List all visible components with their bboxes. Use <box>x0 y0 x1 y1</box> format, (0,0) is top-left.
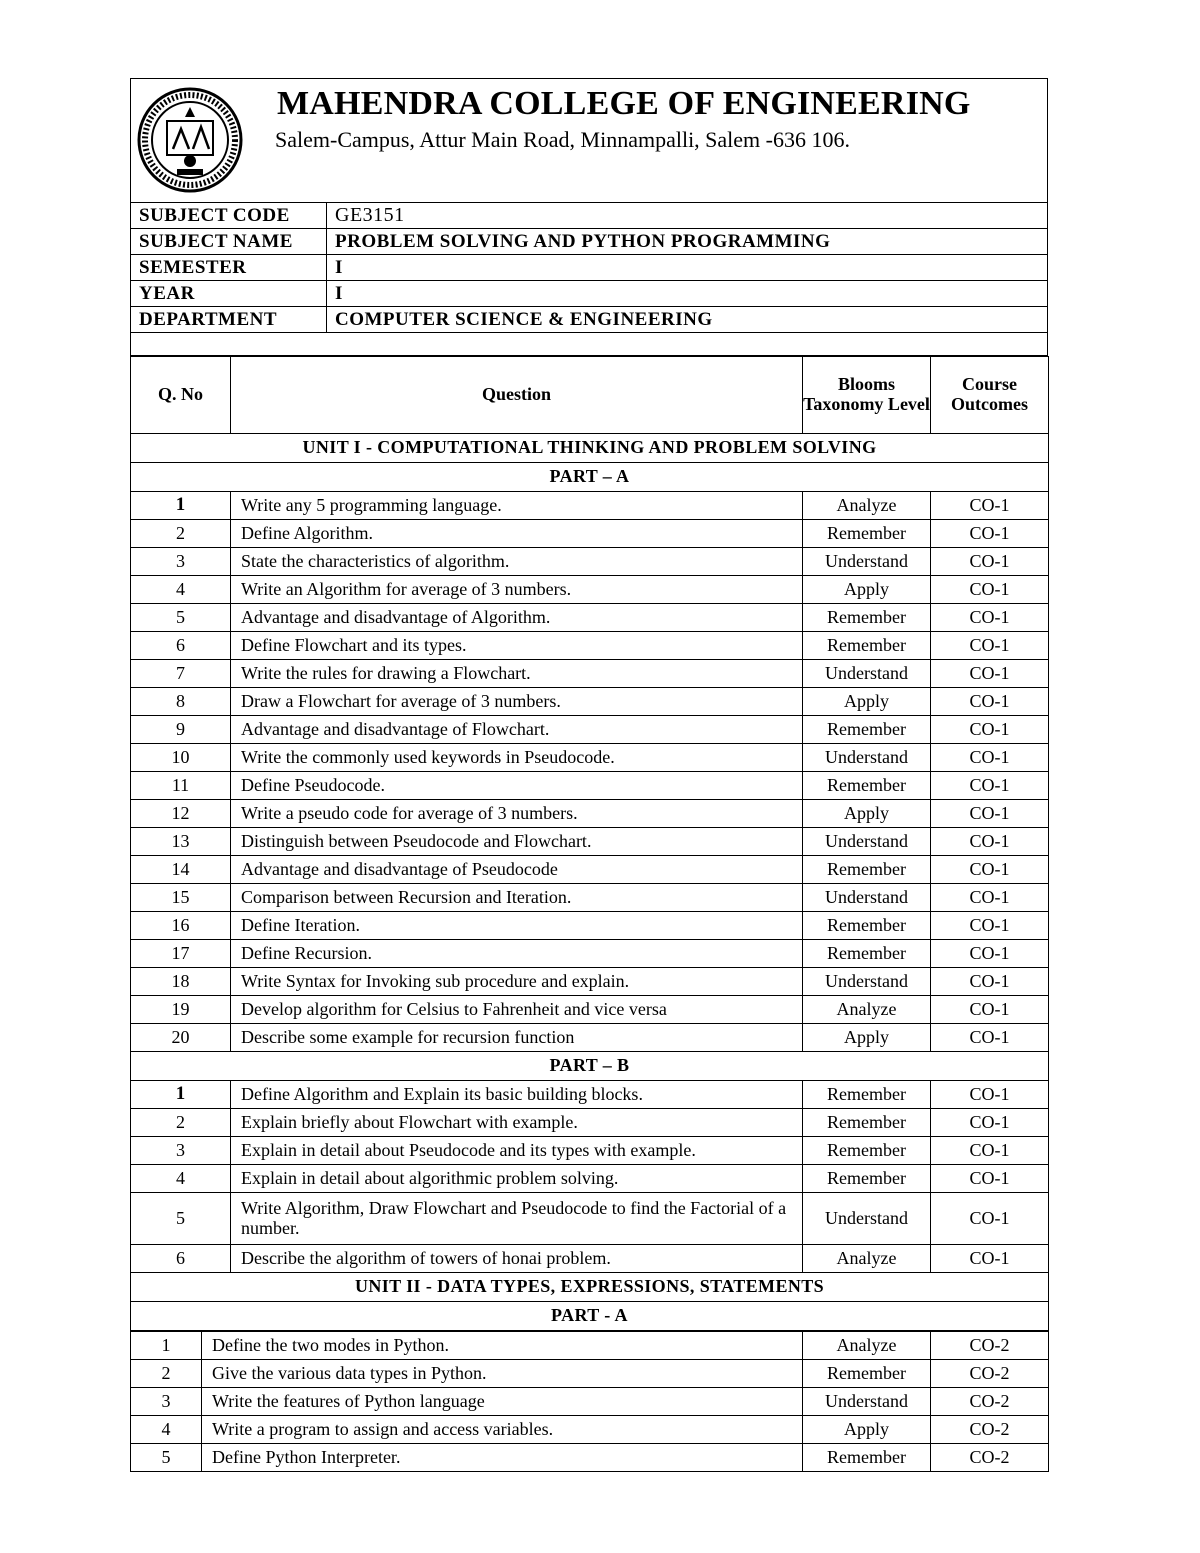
question-text: Describe the algorithm of towers of honai problem. <box>231 1245 803 1273</box>
column-header-row <box>131 357 1049 434</box>
info-value: I <box>327 255 1048 281</box>
question-text: State the characteristics of algorithm. <box>231 548 803 576</box>
blooms-level: Remember <box>803 940 931 968</box>
info-row-semester <box>131 255 1048 281</box>
college-header <box>130 78 1048 202</box>
course-outcome: CO-1 <box>931 632 1049 660</box>
spacer-row <box>131 333 1048 356</box>
course-outcome: CO-1 <box>931 996 1049 1024</box>
course-outcome: CO-1 <box>931 604 1049 632</box>
question-text: Write Syntax for Invoking sub procedure and explain. <box>231 968 803 996</box>
course-outcome: CO-1 <box>931 828 1049 856</box>
question-row <box>131 1360 1049 1388</box>
info-label: SUBJECT NAME <box>131 229 327 255</box>
course-outcome: CO-1 <box>931 800 1049 828</box>
question-number: 15 <box>131 884 231 912</box>
question-number: 1 <box>131 492 231 520</box>
question-text: Define Algorithm and Explain its basic building blocks. <box>231 1081 803 1109</box>
unit2-part-a-body <box>131 1332 1049 1472</box>
question-row <box>131 1109 1049 1137</box>
unit-title: UNIT II - DATA TYPES, EXPRESSIONS, STATEMENTS <box>131 1273 1049 1302</box>
course-outcome: CO-2 <box>931 1332 1049 1360</box>
question-text: Define Python Interpreter. <box>202 1444 803 1472</box>
course-outcome: CO-1 <box>931 1245 1049 1273</box>
course-outcome: CO-1 <box>931 548 1049 576</box>
question-text: Define Flowchart and its types. <box>231 632 803 660</box>
question-number: 13 <box>131 828 231 856</box>
info-value: COMPUTER SCIENCE & ENGINEERING <box>327 307 1048 333</box>
course-outcome: CO-1 <box>931 576 1049 604</box>
col-blooms-header: Blooms Taxonomy Level <box>803 357 931 434</box>
question-row <box>131 520 1049 548</box>
question-number: 9 <box>131 716 231 744</box>
info-label: SUBJECT CODE <box>131 203 327 229</box>
unit-title: UNIT I - COMPUTATIONAL THINKING AND PROBLEM SOLVING <box>131 434 1049 463</box>
question-text: Write a pseudo code for average of 3 numbers. <box>231 800 803 828</box>
blooms-level: Apply <box>803 1416 931 1444</box>
blooms-level: Understand <box>803 968 931 996</box>
course-outcome: CO-1 <box>931 716 1049 744</box>
question-text: Explain briefly about Flowchart with example. <box>231 1109 803 1137</box>
question-number: 20 <box>131 1024 231 1052</box>
course-outcome: CO-2 <box>931 1388 1049 1416</box>
unit1-part-b-body <box>131 1081 1049 1273</box>
course-outcome: CO-1 <box>931 1109 1049 1137</box>
blooms-level: Remember <box>803 1165 931 1193</box>
course-outcome: CO-1 <box>931 1024 1049 1052</box>
question-text: Distinguish between Pseudocode and Flowchart. <box>231 828 803 856</box>
question-text: Comparison between Recursion and Iteration. <box>231 884 803 912</box>
college-address: Salem-Campus, Attur Main Road, Minnampalli, Salem -636 106. <box>275 127 850 152</box>
course-outcome: CO-1 <box>931 912 1049 940</box>
college-seal-icon <box>137 87 243 193</box>
question-number: 6 <box>131 632 231 660</box>
question-number: 1 <box>131 1081 231 1109</box>
question-row <box>131 1165 1049 1193</box>
question-text: Define Recursion. <box>231 940 803 968</box>
question-number: 2 <box>131 520 231 548</box>
info-label: SEMESTER <box>131 255 327 281</box>
question-row <box>131 492 1049 520</box>
question-number: 16 <box>131 912 231 940</box>
info-row-department <box>131 307 1048 333</box>
question-number: 3 <box>131 1137 231 1165</box>
blooms-level: Remember <box>803 772 931 800</box>
question-text: Advantage and disadvantage of Flowchart. <box>231 716 803 744</box>
question-text: Explain in detail about algorithmic problem solving. <box>231 1165 803 1193</box>
part-title-row <box>131 463 1049 492</box>
question-row <box>131 1137 1049 1165</box>
question-number: 4 <box>131 1165 231 1193</box>
col-question-header: Question <box>231 357 803 434</box>
question-row <box>131 688 1049 716</box>
subject-info-table <box>130 202 1048 356</box>
blooms-level: Understand <box>803 744 931 772</box>
info-value: PROBLEM SOLVING AND PYTHON PROGRAMMING <box>327 229 1048 255</box>
blooms-level: Remember <box>803 912 931 940</box>
question-number: 4 <box>131 1416 202 1444</box>
question-row <box>131 660 1049 688</box>
blooms-level: Apply <box>803 1024 931 1052</box>
question-text: Define the two modes in Python. <box>202 1332 803 1360</box>
question-text: Define Iteration. <box>231 912 803 940</box>
blooms-level: Understand <box>803 1193 931 1245</box>
question-row <box>131 1416 1049 1444</box>
part-title-row <box>131 1302 1049 1331</box>
question-text: Draw a Flowchart for average of 3 numbers. <box>231 688 803 716</box>
info-row-subject-code <box>131 203 1048 229</box>
unit-title-row <box>131 434 1049 463</box>
question-row <box>131 968 1049 996</box>
question-row <box>131 1332 1049 1360</box>
blooms-level: Analyze <box>803 1332 931 1360</box>
course-outcome: CO-2 <box>931 1360 1049 1388</box>
question-number: 10 <box>131 744 231 772</box>
course-outcome: CO-1 <box>931 520 1049 548</box>
question-number: 4 <box>131 576 231 604</box>
question-number: 7 <box>131 660 231 688</box>
blooms-level: Remember <box>803 716 931 744</box>
unit2-question-table <box>130 1331 1049 1472</box>
question-text: Write an Algorithm for average of 3 numbers. <box>231 576 803 604</box>
question-text: Explain in detail about Pseudocode and its types with example. <box>231 1137 803 1165</box>
blooms-level: Remember <box>803 1444 931 1472</box>
course-outcome: CO-1 <box>931 772 1049 800</box>
question-number: 8 <box>131 688 231 716</box>
col-qno-header: Q. No <box>131 357 231 434</box>
question-row <box>131 1081 1049 1109</box>
course-outcome: CO-1 <box>931 1081 1049 1109</box>
col-co-header: Course Outcomes <box>931 357 1049 434</box>
question-number: 5 <box>131 604 231 632</box>
question-number: 3 <box>131 548 231 576</box>
question-row <box>131 1444 1049 1472</box>
unit-title-row <box>131 1273 1049 1302</box>
question-row <box>131 716 1049 744</box>
part-title-row <box>131 1052 1049 1081</box>
question-text: Describe some example for recursion function <box>231 1024 803 1052</box>
unit1-part-a-body <box>131 492 1049 1052</box>
question-number: 11 <box>131 772 231 800</box>
course-outcome: CO-1 <box>931 1165 1049 1193</box>
blooms-level: Analyze <box>803 492 931 520</box>
question-number: 12 <box>131 800 231 828</box>
blooms-level: Understand <box>803 548 931 576</box>
course-outcome: CO-1 <box>931 940 1049 968</box>
blooms-level: Remember <box>803 604 931 632</box>
question-number: 17 <box>131 940 231 968</box>
question-text: Develop algorithm for Celsius to Fahrenheit and vice versa <box>231 996 803 1024</box>
question-row <box>131 744 1049 772</box>
question-row <box>131 1024 1049 1052</box>
question-row <box>131 576 1049 604</box>
blooms-level: Remember <box>803 1137 931 1165</box>
course-outcome: CO-2 <box>931 1416 1049 1444</box>
question-text: Write the commonly used keywords in Pseudocode. <box>231 744 803 772</box>
blooms-level: Analyze <box>803 996 931 1024</box>
blooms-level: Remember <box>803 856 931 884</box>
question-text: Write Algorithm, Draw Flowchart and Pseudocode to find the Factorial of a number. <box>231 1193 803 1245</box>
question-number: 19 <box>131 996 231 1024</box>
question-bank-page <box>130 78 1048 1472</box>
course-outcome: CO-1 <box>931 856 1049 884</box>
college-name: MAHENDRA COLLEGE OF ENGINEERING <box>277 85 971 122</box>
info-label: DEPARTMENT <box>131 307 327 333</box>
course-outcome: CO-1 <box>931 744 1049 772</box>
question-row <box>131 940 1049 968</box>
blooms-level: Apply <box>803 576 931 604</box>
question-number: 3 <box>131 1388 202 1416</box>
question-text: Define Pseudocode. <box>231 772 803 800</box>
blooms-level: Apply <box>803 688 931 716</box>
question-row <box>131 884 1049 912</box>
question-text: Advantage and disadvantage of Algorithm. <box>231 604 803 632</box>
info-label: YEAR <box>131 281 327 307</box>
question-number: 14 <box>131 856 231 884</box>
blooms-level: Analyze <box>803 1245 931 1273</box>
blooms-level: Remember <box>803 1360 931 1388</box>
course-outcome: CO-1 <box>931 492 1049 520</box>
question-number: 18 <box>131 968 231 996</box>
blooms-level: Understand <box>803 1388 931 1416</box>
unit1-question-table <box>130 356 1049 1331</box>
question-text: Write the rules for drawing a Flowchart. <box>231 660 803 688</box>
blooms-level: Understand <box>803 884 931 912</box>
question-number: 1 <box>131 1332 202 1360</box>
blooms-level: Understand <box>803 828 931 856</box>
question-number: 2 <box>131 1360 202 1388</box>
question-number: 5 <box>131 1444 202 1472</box>
blooms-level: Remember <box>803 1109 931 1137</box>
question-row <box>131 772 1049 800</box>
question-text: Define Algorithm. <box>231 520 803 548</box>
blooms-level: Remember <box>803 1081 931 1109</box>
question-row <box>131 604 1049 632</box>
course-outcome: CO-1 <box>931 1193 1049 1245</box>
part-title: PART – A <box>131 463 1049 492</box>
blooms-level: Remember <box>803 632 931 660</box>
question-row <box>131 1193 1049 1245</box>
question-text: Write a program to assign and access variables. <box>202 1416 803 1444</box>
question-row <box>131 996 1049 1024</box>
course-outcome: CO-1 <box>931 688 1049 716</box>
question-text: Write any 5 programming language. <box>231 492 803 520</box>
info-value: I <box>327 281 1048 307</box>
question-row <box>131 1245 1049 1273</box>
course-outcome: CO-1 <box>931 1137 1049 1165</box>
question-row <box>131 548 1049 576</box>
question-row <box>131 856 1049 884</box>
blooms-level: Understand <box>803 660 931 688</box>
question-text: Give the various data types in Python. <box>202 1360 803 1388</box>
question-text: Advantage and disadvantage of Pseudocode <box>231 856 803 884</box>
part-title: PART – B <box>131 1052 1049 1081</box>
blooms-level: Remember <box>803 520 931 548</box>
course-outcome: CO-1 <box>931 660 1049 688</box>
course-outcome: CO-1 <box>931 884 1049 912</box>
course-outcome: CO-1 <box>931 968 1049 996</box>
question-row <box>131 800 1049 828</box>
question-row <box>131 912 1049 940</box>
course-outcome: CO-2 <box>931 1444 1049 1472</box>
blooms-level: Apply <box>803 800 931 828</box>
info-row-year <box>131 281 1048 307</box>
question-number: 2 <box>131 1109 231 1137</box>
question-text: Write the features of Python language <box>202 1388 803 1416</box>
question-row <box>131 828 1049 856</box>
part-title: PART - A <box>131 1302 1049 1331</box>
info-row-subject-name <box>131 229 1048 255</box>
question-number: 5 <box>131 1193 231 1245</box>
info-value: GE3151 <box>327 203 1048 229</box>
question-row <box>131 1388 1049 1416</box>
question-number: 6 <box>131 1245 231 1273</box>
question-row <box>131 632 1049 660</box>
